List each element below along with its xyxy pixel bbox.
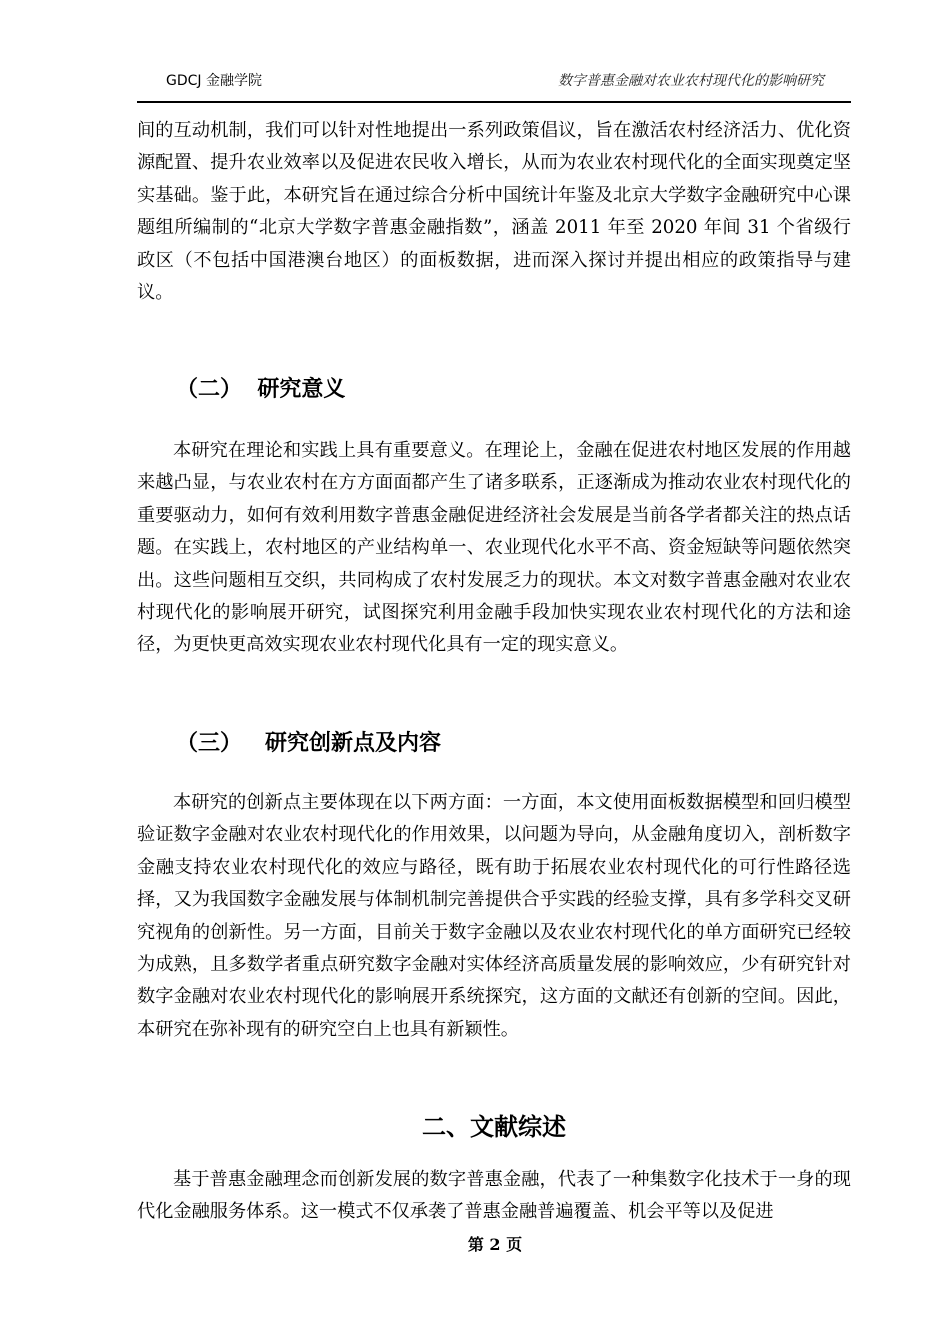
paragraph-1	[137, 115, 851, 309]
paragraph-text: 本研究的创新点主要体现在以下两方面：一方面，本文使用面板数据模型和回归模型验证数字金融对农业农村现代化的作用效果，以问题为导向，从金融角度切入，剖析数字金融支持农业农村现代化的效应与路径，既有助于拓展农业农村现代化的可行性路径选择，又为我国数字金融发展与体制机制完善提供合乎实践的经验支撑，具有多学科交叉研究视角的创新性。另一方面，目前关于数字金融以及农业农村现代化的单方面研究已经较为成熟，且多数学者重点研究数字金融对实体经济高质量发展的影响效应，少有研究针对数字金融对农业农村现代化的影响展开系统探究，这方面的文献还有创新的空间。因此，本研究在弥补现有的研究空白上也具有新颖性。	[137, 792, 851, 1040]
header-divider	[137, 101, 851, 103]
header-institution: GDCJ 金融学院	[166, 73, 262, 89]
paragraph-text: 本研究在理论和实践上具有重要意义。在理论上，金融在促进农村地区发展的作用越来越凸显，与农业农村在方方面面都产生了诸多联系，正逐渐成为推动农业农村现代化的重要驱动力，如何有效利用数字普惠金融促进经济社会发展是当前各学者都关注的热点话题。在实践上，农村地区的产业结构单一、农业现代化水平不高、资金短缺等问题依然突出。这些问题相互交织，共同构成了农村发展乏力的现状。本文对数字普惠金融对农业农村现代化的影响展开研究，试图探究利用金融手段加快实现农业农村现代化的方法和途径，为更快更高效实现农业农村现代化具有一定的现实意义。	[137, 440, 851, 656]
paragraph-2	[137, 435, 851, 662]
header-paper-title: 数字普惠金融对农业农村现代化的影响研究	[558, 73, 824, 89]
chapter-heading-literature-review: 二、文献综述	[422, 1113, 566, 1141]
paragraph-3	[137, 787, 851, 1046]
paragraph-text: 间的互动机制，我们可以针对性地提出一系列政策倡议，旨在激活农村经济活力、优化资源配置、提升农业效率以及促进农民收入增长，从而为农业农村现代化的全面实现奠定坚实基础。鉴于此，本研究旨在通过综合分析中国统计年鉴及北京大学数字金融研究中心课题组所编制的“北京大学数字普惠金融指数”，涵盖 2011 年至 2020 年间 31 个省级行政区（不包括中国港澳台地区）的面板数据，进而深入探讨并提出相应的政策指导与建议。	[137, 120, 851, 304]
paragraph-text: 基于普惠金融理念而创新发展的数字普惠金融，代表了一种集数字化技术于一身的现代化金融服务体系。这一模式不仅承袭了普惠金融普遍覆盖、机会平等以及促进	[137, 1169, 851, 1223]
section-heading-innovation: （三） 研究创新点及内容	[176, 731, 441, 756]
paragraph-4	[137, 1164, 851, 1229]
page-number: 第 2 页	[467, 1235, 523, 1254]
section-heading-significance: （二） 研究意义	[176, 377, 346, 402]
